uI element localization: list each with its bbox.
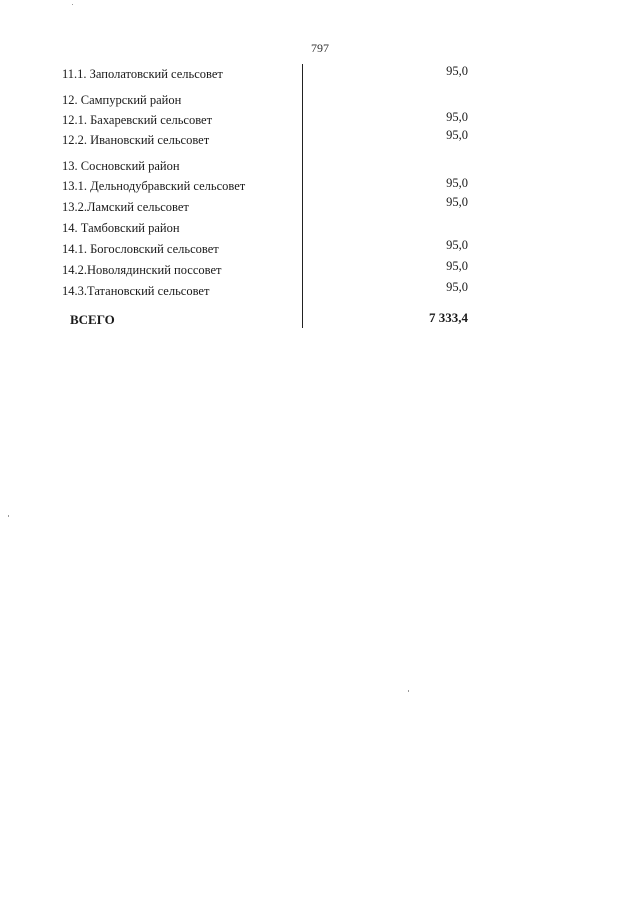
row-name: 13. Сосновский район [62, 159, 180, 173]
row-name: 13.1. Дельнодубравский сельсовет [62, 179, 246, 193]
table-row [0, 111, 640, 129]
total-label: ВСЕГО [70, 312, 115, 327]
row-name: 12. Сампурский район [62, 93, 182, 107]
table-row [0, 177, 640, 195]
row-name: 12.2. Ивановский сельсовет [62, 133, 210, 147]
row-value: 95,0 [446, 110, 468, 124]
row-name: 12.1. Бахаревский сельсовет [62, 113, 213, 127]
page-number: 797 [311, 41, 329, 55]
table-row [0, 65, 640, 83]
row-value: 95,0 [446, 280, 468, 294]
table-row [0, 282, 640, 300]
scan-speck [408, 690, 409, 692]
table-row [0, 219, 640, 237]
table-row [0, 157, 640, 175]
total-value: 7 333,4 [429, 310, 468, 325]
row-name: 14.3.Татановский сельсовет [62, 284, 210, 298]
row-value: 95,0 [446, 176, 468, 190]
row-name: 13.2.Ламский сельсовет [62, 200, 189, 214]
row-value: 95,0 [446, 128, 468, 142]
row-name: 14.1. Богословский сельсовет [62, 242, 219, 256]
table-row [0, 128, 640, 149]
table-row [0, 195, 640, 216]
scan-speck [8, 515, 9, 517]
row-name: 11.1. Заполатовский сельсовет [62, 67, 223, 81]
row-value: 95,0 [446, 238, 468, 252]
total-row [0, 311, 640, 329]
row-name: 14.2.Новолядинский поссовет [62, 263, 222, 277]
row-name: 14. Тамбовский район [62, 221, 180, 235]
table-row [0, 91, 640, 109]
row-value: 95,0 [446, 64, 468, 78]
table-row [0, 240, 640, 258]
row-value: 95,0 [446, 195, 468, 209]
table-row [0, 261, 640, 279]
row-value: 95,0 [446, 259, 468, 273]
scan-speck [72, 4, 73, 5]
